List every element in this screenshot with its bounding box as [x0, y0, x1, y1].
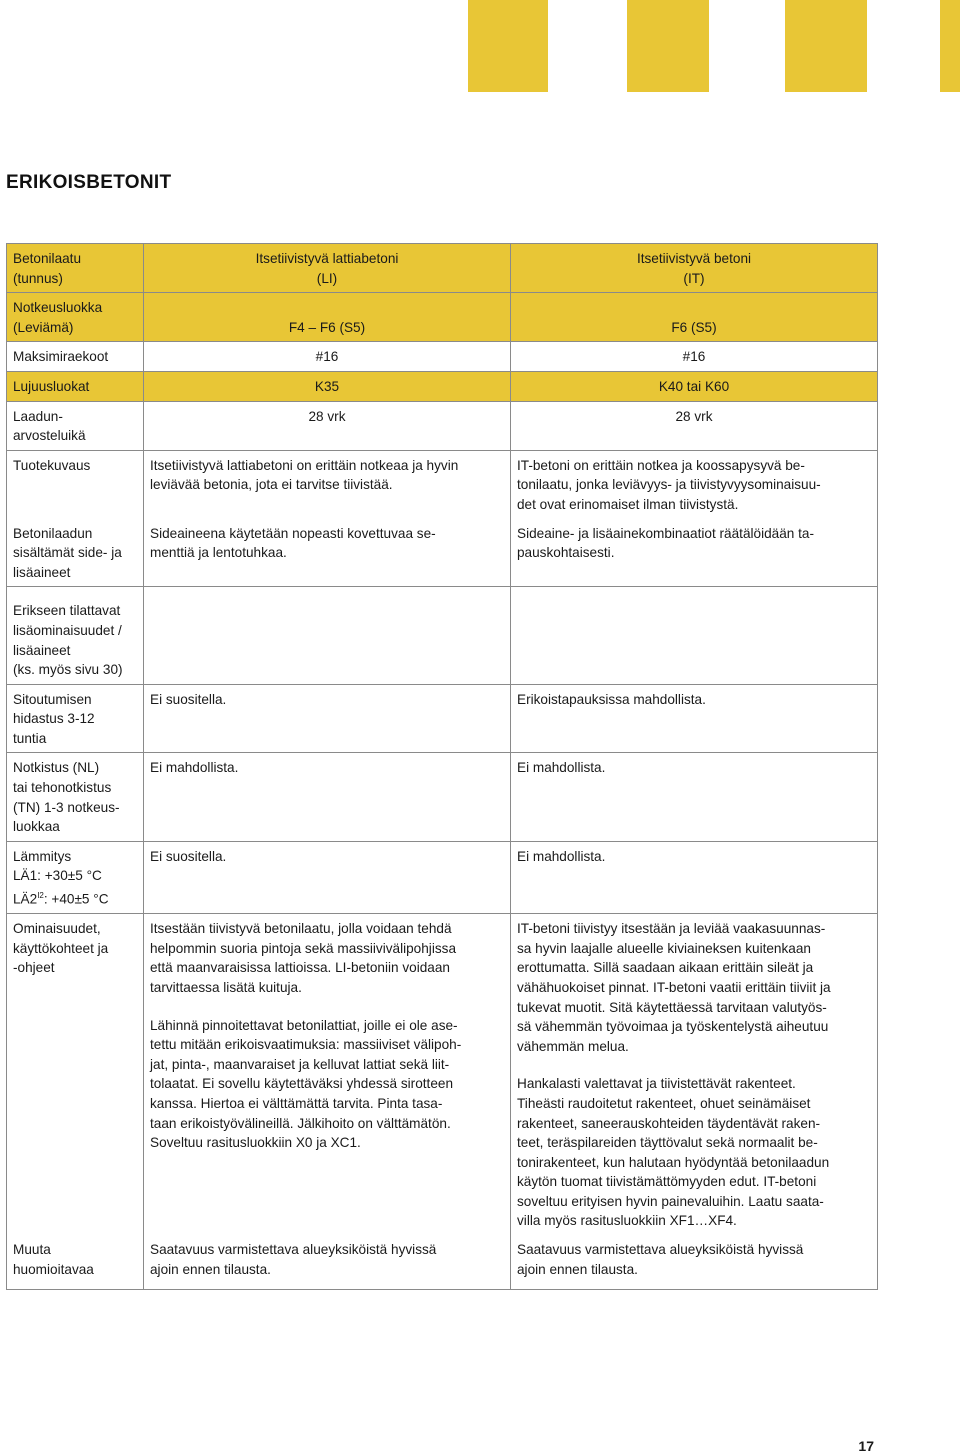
cell-li: Ei mahdollista.: [144, 753, 511, 841]
cell-it: F6 (S5): [511, 293, 878, 342]
column-header-li: Itsetiivistyvä lattiabetoni (LI): [144, 244, 511, 293]
cell-li: K35: [144, 371, 511, 401]
row-label-superscript: I2: [37, 891, 44, 901]
cell-li: #16: [144, 342, 511, 372]
table-row: [7, 450, 878, 518]
paragraph: Itsestään tiivistyvä betonilaatu, jolla voidaan tehdä helpommin suoria pintoja sekä massiivivälipohjissa että maanvaraisissa lattioissa. LI-betoniin voidaan tarvittaessa lisätä kuituja.: [150, 921, 456, 995]
row-label: Notkeusluokka (Leviämä): [7, 293, 144, 342]
table-row: [7, 293, 878, 342]
table-row: [7, 244, 878, 293]
paragraph: Lähinnä pinnoitettavat betonilattiat, joille ei ole ase- tettu mitään erikoisvaatimuksia: massiiviset välipoh- jat, pinta-, maanvaraiset ja kelluvat lattiat sekä liit- tolaatat. Ei sovellu käytettäväksi yhdessä sirotteen kanssa. Hiertoa ei välttämättä tarvita. Pinta tasa- taan erikoistyövälineillä. Jälkihoito on välttämätön. Soveltuu rasitusluokkiin X0 ja XC1.: [150, 1017, 462, 1151]
row-label: Muuta huomioitavaa: [7, 1235, 144, 1290]
row-label: Betonilaatu (tunnus): [7, 244, 144, 293]
cell-it: Sideaine- ja lisäainekombinaatiot räätälöidään ta- pauskohtaisesti.: [511, 519, 878, 587]
page-number: 17: [858, 1438, 874, 1454]
row-label: Laadun- arvosteluikä: [7, 401, 144, 450]
cell-li: Ei suositella.: [144, 684, 511, 753]
cell-li: Ei suositella.: [144, 841, 511, 913]
cell-it: [511, 914, 878, 1235]
row-label: Erikseen tilattavat lisäominaisuudet / lisäaineet (ks. myös sivu 30): [7, 587, 144, 684]
cell-it: Ei mahdollista.: [511, 841, 878, 913]
cell-it: Ei mahdollista.: [511, 753, 878, 841]
decorative-yellow-band: [940, 0, 960, 92]
table-row: [7, 401, 878, 450]
row-label: Notkistus (NL) tai tehonotkistus (TN) 1-3 notkeus- luokkaa: [7, 753, 144, 841]
table-row: [7, 753, 878, 841]
table-row: [7, 1235, 878, 1290]
page-title: ERIKOISBETONIT: [6, 172, 172, 193]
table-row: [7, 371, 878, 401]
cell-li: [144, 914, 511, 1235]
cell-li: F4 – F6 (S5): [144, 293, 511, 342]
decorative-yellow-band: [627, 0, 709, 92]
cell-it: IT-betoni on erittäin notkea ja koossapysyvä be- tonilaatu, jonka leviävyys- ja tiivistyvyysominaisuu- det ovat erinomaiset ilman tiivistystä.: [511, 450, 878, 518]
row-label: Lujuusluokat: [7, 371, 144, 401]
row-label: Tuotekuvaus: [7, 450, 144, 518]
cell-li: Saatavuus varmistettava alueyksiköistä hyvissä ajoin ennen tilausta.: [144, 1235, 511, 1290]
cell-it: [511, 587, 878, 684]
concrete-spec-table: [6, 243, 878, 1290]
paragraph: Hankalasti valettavat ja tiivistettävät rakenteet. Tiheästi raudoitetut rakenteet, ohuet seinämäiset rakenteet, saneerauskohteiden täydentävät raken- teet, teräspilareiden täyttövalut sekä normaalit be- tonirakenteet, kun halutaan hyödyntää betonilaadun käytön tuomat tiivistämättömyyden edut. IT-betoni soveltuu erityisen hyvin painevaluihin. Laatu saata- villa myös rasitusluokkiin XF1…XF4.: [517, 1076, 830, 1229]
row-label: Ominaisuudet, käyttökohteet ja -ohjeet: [7, 914, 144, 1235]
cell-it: Erikoistapauksissa mahdollista.: [511, 684, 878, 753]
table-row: [7, 342, 878, 372]
table-row: [7, 914, 878, 1235]
paragraph: IT-betoni tiivistyy itsestään ja leviää vaakasuunnas- sa hyvin laajalle alueelle kiviaineksen kuitenkaan erottumatta. Sillä saadaan aikaan erittäin sileät ja vähähuokoiset pinnat. IT-betoni vaatii erittäin tiiviit ja tukevat muotit. Sitä käytettäessä tarvitaan valutyös- sä vähemmän työvoimaa ja työskentelystä aiheutuu vähemmän melua.: [517, 921, 831, 1054]
row-label-text: Lämmitys LÄ1: +30±5 °C LÄ2: [13, 848, 102, 907]
cell-li: Sideaineena käytetään nopeasti kovettuvaa se- menttiä ja lentotuhkaa.: [144, 519, 511, 587]
table-row: [7, 587, 878, 684]
cell-li: [144, 587, 511, 684]
decorative-yellow-band: [468, 0, 548, 92]
row-label: [7, 841, 144, 913]
cell-li: Itsetiivistyvä lattiabetoni on erittäin notkeaa ja hyvin leviävää betonia, jota ei tarvitse tiivistää.: [144, 450, 511, 518]
row-label: Sitoutumisen hidastus 3-12 tuntia: [7, 684, 144, 753]
table-row: [7, 841, 878, 913]
table-row: [7, 519, 878, 587]
row-label: Betonilaadun sisältämät side- ja lisäaineet: [7, 519, 144, 587]
cell-it: K40 tai K60: [511, 371, 878, 401]
table-row: [7, 684, 878, 753]
cell-it: #16: [511, 342, 878, 372]
cell-it: Saatavuus varmistettava alueyksiköistä hyvissä ajoin ennen tilausta.: [511, 1235, 878, 1290]
row-label: Maksimiraekoot: [7, 342, 144, 372]
column-header-it: Itsetiivistyvä betoni (IT): [511, 244, 878, 293]
decorative-yellow-band: [785, 0, 867, 92]
cell-li: 28 vrk: [144, 401, 511, 450]
row-label-tail: : +40±5 °C: [43, 891, 109, 907]
cell-it: 28 vrk: [511, 401, 878, 450]
